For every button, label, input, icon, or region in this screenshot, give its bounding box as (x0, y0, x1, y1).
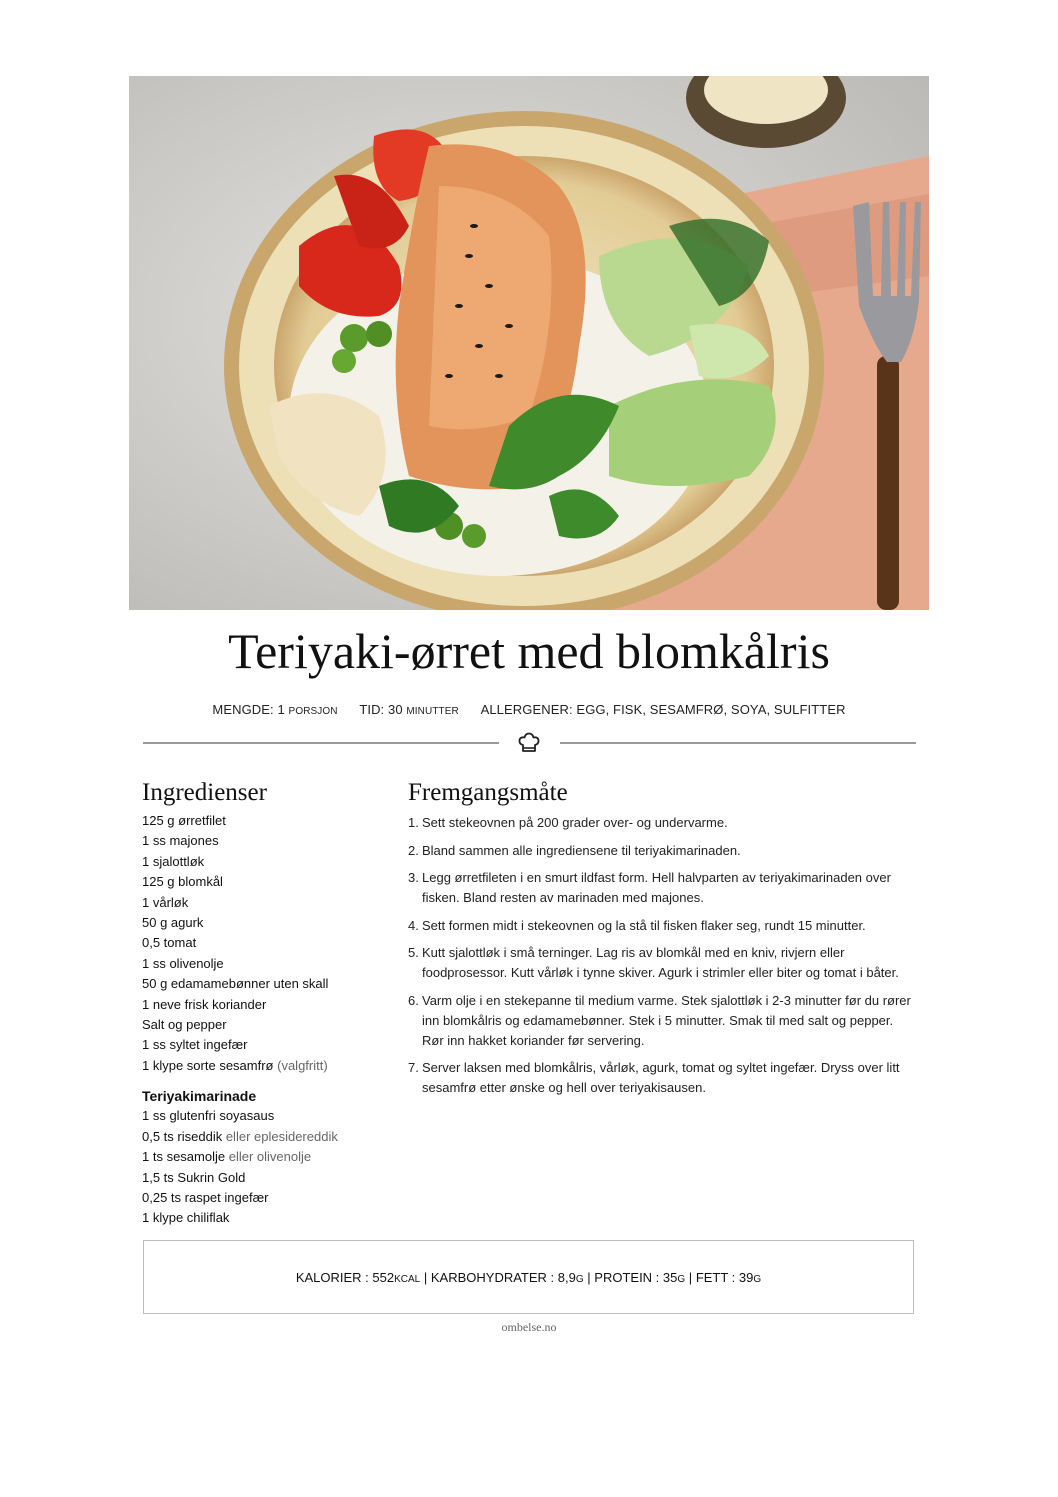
method-step (408, 943, 918, 983)
method-section (408, 779, 918, 1106)
marinade-item (142, 1127, 392, 1147)
carbs-unit: G (575, 1273, 584, 1285)
step-number: 6. (408, 992, 419, 1008)
ingredients-heading: Ingredienser (142, 779, 267, 806)
protein-label: PROTEIN : (594, 1269, 660, 1285)
step-number: 3. (408, 870, 419, 885)
ingredient-item: 1 sjalottløk (142, 853, 205, 869)
ingredient-item (142, 1056, 392, 1076)
ingredients-section (142, 779, 392, 1229)
marinade-item (142, 1147, 392, 1167)
ingredient-item: 125 g ørretfilet (142, 813, 226, 828)
marinade-item (142, 1188, 392, 1208)
marinade-text: 0,25 ts raspet ingefær (142, 1189, 269, 1205)
time-meta (359, 702, 459, 717)
allergens-label: ALLERGENER: (480, 702, 573, 717)
step-text: Kutt sjalottløk i små terninger. Lag ris av blomkål med en kniv, rivjern eller foodprosessor. Kutt vårløk i tynne skiver. Agurk i strimler eller biter og tomat i båter. (422, 945, 899, 980)
amount-meta (212, 702, 337, 717)
method-heading: Fremgangsmåte (408, 779, 568, 806)
amount-label: MENGDE: (212, 702, 274, 717)
step-number: 7. (408, 1060, 419, 1075)
time-unit: MINUTTER (406, 706, 459, 717)
amount-unit: PORSJON (288, 706, 338, 717)
carbs-value: 8,9 (557, 1269, 576, 1285)
marinade-item (142, 1168, 392, 1188)
calories-value: 552 (372, 1269, 395, 1285)
separator: | (688, 1269, 693, 1285)
ingredient-item: 0,5 tomat (142, 935, 197, 951)
carbs-label: KARBOHYDRATER : (430, 1269, 555, 1285)
step-number: 1. (408, 815, 419, 830)
method-step (408, 813, 918, 833)
time-label: TID: (359, 702, 385, 717)
ingredient-item: 1 neve frisk koriander (142, 996, 267, 1012)
divider-left (143, 742, 499, 744)
marinade-list (142, 1106, 392, 1228)
ingredient-item: 125 g blomkål (142, 874, 223, 890)
step-text: Legg ørretfileten i en smurt ildfast form. Hell halvparten av teriyakimarinaden over fisken. Bland resten av marinaden med majones. (422, 870, 891, 905)
step-text: Sett stekeovnen på 200 grader over- og undervarme. (422, 815, 728, 830)
nutrition-box (143, 1240, 914, 1314)
marinade-text: 1,5 ts Sukrin Gold (142, 1169, 246, 1185)
marinade-item (142, 1106, 392, 1126)
divider-right (560, 742, 916, 744)
marinade-text: 1 klype chiliflak (142, 1210, 230, 1226)
marinade-alternative: eller olivenolje (228, 1149, 312, 1165)
allergens-meta (481, 702, 846, 717)
marinade-text: 0,5 ts riseddik (142, 1128, 223, 1144)
ingredient-item: 1 ss olivenolje (142, 955, 224, 971)
separator: | (587, 1269, 591, 1285)
calories-label: KALORIER : (295, 1269, 369, 1285)
fat-value: 39 (738, 1269, 754, 1285)
fat-label: FETT : (695, 1269, 736, 1285)
marinade-text: 1 ts sesamolje (142, 1149, 226, 1165)
ingredient-item: Salt og pepper (142, 1017, 227, 1033)
amount-value: 1 (277, 702, 285, 717)
recipe-photo (129, 76, 929, 610)
recipe-meta (0, 702, 1058, 717)
protein-value: 35 (662, 1269, 678, 1285)
marinade-alternative: eller eplesidereddik (225, 1128, 338, 1144)
ingredient-item: 1 ss majones (142, 833, 219, 849)
method-steps (408, 813, 918, 1098)
recipe-title: Teriyaki-ørret med blomkålris (228, 623, 830, 679)
ingredient-item: 1 ss syltet ingefær (142, 1037, 248, 1053)
fat-unit: G (753, 1273, 762, 1285)
ingredient-text: 1 klype sorte sesamfrø (142, 1057, 274, 1073)
calories-unit: KCAL (394, 1273, 421, 1285)
step-text: Sett formen midt i stekeovnen og la stå til fisken flaker seg, rundt 15 minutter. (422, 917, 866, 933)
step-text: Server laksen med blomkålris, vårløk, agurk, tomat og syltet ingefær. Dryss over litt sesamfrø etter ønske og hell over teriyakisausen. (422, 1060, 900, 1095)
chef-hat-icon (517, 731, 541, 755)
method-step (408, 991, 918, 1051)
step-number: 5. (408, 945, 419, 960)
footer-site: ombelse.no (501, 1320, 557, 1334)
ingredient-item: 1 vårløk (142, 894, 189, 910)
separator: | (423, 1269, 428, 1285)
ingredients-list (142, 811, 392, 1076)
step-number: 2. (408, 842, 419, 858)
ingredient-item: 50 g agurk (142, 915, 204, 931)
marinade-heading: Teriyakimarinade (142, 1088, 257, 1105)
method-step (408, 916, 918, 936)
ingredient-note: (valgfritt) (277, 1057, 328, 1073)
step-text: Bland sammen alle ingrediensene til teriyakimarinaden. (422, 842, 741, 858)
method-step (408, 868, 918, 908)
time-value: 30 (387, 702, 403, 717)
method-step (408, 841, 918, 861)
ingredient-item: 50 g edamamebønner uten skall (142, 976, 329, 992)
food-bowl-illustration (129, 76, 929, 610)
marinade-item (142, 1208, 392, 1228)
allergens-value: EGG, FISK, SESAMFRØ, SOYA, SULFITTER (576, 702, 846, 717)
protein-unit: G (677, 1273, 686, 1285)
method-step (408, 1058, 918, 1098)
step-number: 4. (408, 917, 419, 933)
nutrition-line (296, 1270, 761, 1285)
marinade-text: 1 ss glutenfri soyasaus (142, 1108, 275, 1124)
step-text: Varm olje i en stekepanne til medium varme. Stek sjalottløk i 2-3 minutter før du rører inn blomkålris og edamamebønner. Stek i 5 minutter. Smak til med salt og pepper. Rør inn hakket koriander før servering. (422, 992, 911, 1048)
